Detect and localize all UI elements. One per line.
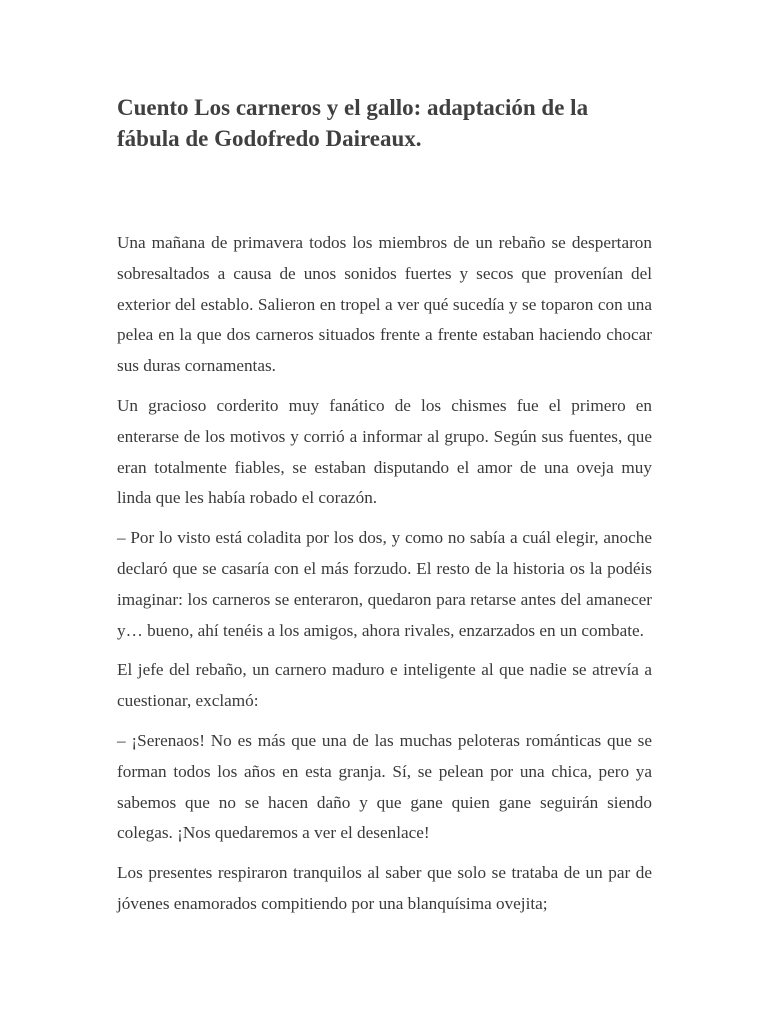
paragraph-1: Una mañana de primavera todos los miembros de un rebaño se despertaron sobresaltados a causa de unos sonidos fuertes y secos que provenían del exterior del establo. Salieron en tropel a ver qué sucedía y se toparon con una pelea en la que dos carneros situados frente a frente estaban haciendo chocar sus duras cornamentas.	[117, 233, 652, 376]
paragraph-5: – ¡Serenaos! No es más que una de las muchas peloteras románticas que se forman todos los años en esta granja. Sí, se pelean por una chica, pero ya sabemos que no se hacen daño y que gane quien gane seguirán siendo colegas. ¡Nos quedaremos a ver el desenlace!	[117, 730, 652, 843]
document-title: Cuento Los carneros y el gallo: adaptación de la fábula de Godofredo Daireaux.	[117, 95, 589, 151]
paragraph-4: El jefe del rebaño, un carnero maduro e inteligente al que nadie se atrevía a cuestionar, exclamó:	[117, 660, 652, 711]
paragraph-3: – Por lo visto está coladita por los dos, y como no sabía a cuál elegir, anoche declaró que se casaría con el más forzudo. El resto de la historia os la podéis imaginar: los carneros se enteraron, quedaron para retarse antes del amanecer y… bueno, ahí tenéis a los amigos, ahora rivales, enzarzados en un combate.	[117, 528, 652, 640]
paragraph-6: Los presentes respiraron tranquilos al saber que solo se trataba de un par de jóvenes enamorados compitiendo por una blanquísima ovejita;	[117, 863, 652, 913]
paragraph-2: Un gracioso corderito muy fanático de los chismes fue el primero en enterarse de los motivos y corrió a informar al grupo. Según sus fuentes, que eran totalmente fiables, se estaban disputando el amor de una oveja muy linda que les había robado el corazón.	[117, 395, 652, 508]
